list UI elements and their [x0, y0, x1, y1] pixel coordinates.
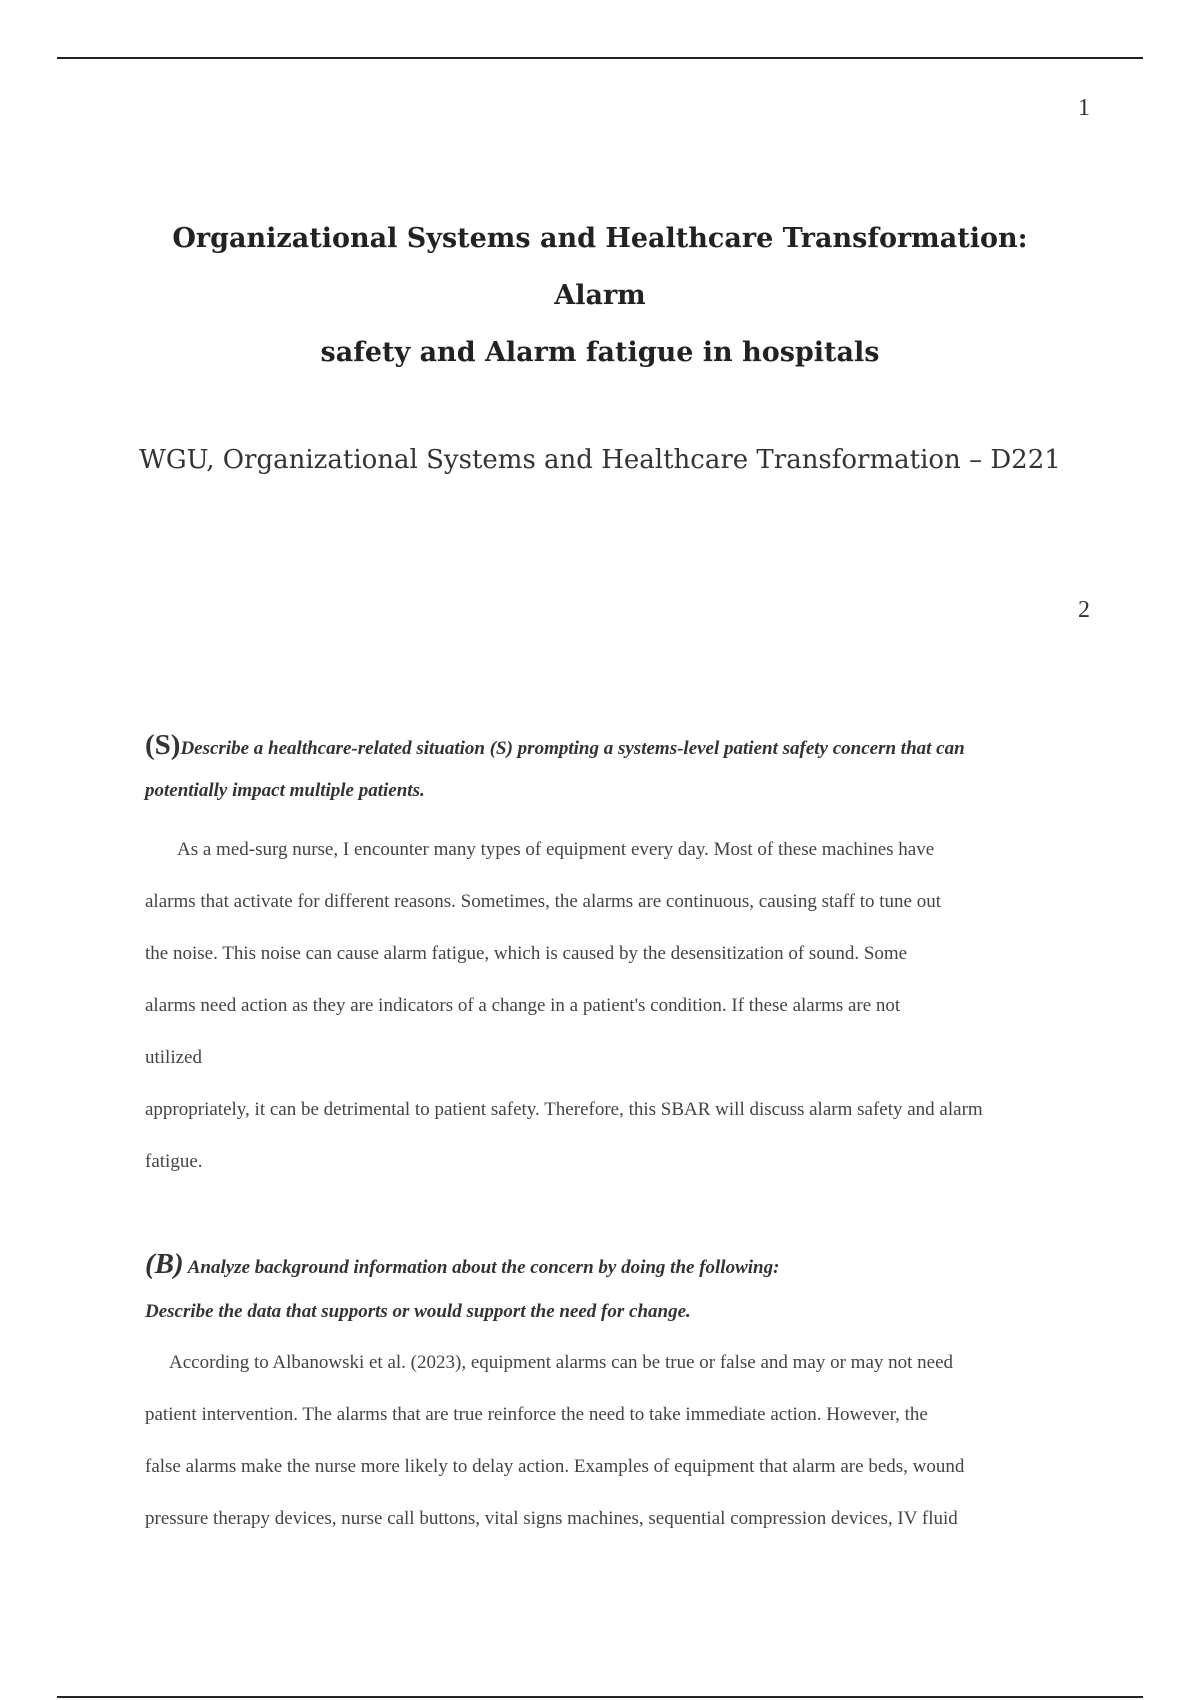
section-marker: (S) — [145, 729, 181, 761]
heading-text: Analyze background information about the concern by doing the following: — [187, 1257, 780, 1278]
paragraph-line: alarms that activate for different reasons. Sometimes, the alarms are continuous, causing staff to tune out — [145, 891, 942, 912]
paragraph-line: According to Albanowski et al. (2023), equipment alarms can be true or false and may or may not need — [169, 1352, 954, 1373]
background-section — [145, 1248, 1100, 1545]
paragraph-line: pressure therapy devices, nurse call buttons, vital signs machines, sequential compression devices, IV fluid — [145, 1508, 958, 1529]
paragraph-line: patient intervention. The alarms that are true reinforce the need to take immediate action. However, the — [145, 1404, 928, 1425]
heading-text: Describe a healthcare-related situation (S) prompting a systems-level patient safety concern that can — [180, 738, 965, 759]
paragraph-line: As a med-surg nurse, I encounter many types of equipment every day. Most of these machines have — [177, 839, 935, 860]
section-subheading: Describe the data that supports or would support the need for change. — [145, 1301, 691, 1322]
page-number: 2 — [1078, 597, 1090, 623]
paragraph-line: appropriately, it can be detrimental to patient safety. Therefore, this SBAR will discuss alarm safety and alarm — [145, 1099, 983, 1120]
course-name: WGU, Organizational Systems and Healthcare Transformation – D221 — [139, 445, 1061, 475]
paragraph-line: false alarms make the nurse more likely to delay action. Examples of equipment that alarm are beds, wound — [145, 1456, 965, 1477]
section-heading — [145, 1248, 1100, 1281]
paragraph — [145, 824, 1100, 1188]
paragraph-line: alarms need action as they are indicators of a change in a patient's condition. If these alarms are not — [145, 995, 901, 1016]
paragraph-line: the noise. This noise can cause alarm fatigue, which is caused by the desensitization of sound. Some — [145, 943, 908, 964]
heading-text: potentially impact multiple patients. — [145, 780, 425, 801]
section-heading — [145, 728, 1100, 808]
paragraph-line: fatigue. — [145, 1151, 203, 1172]
paragraph-line: utilized — [145, 1047, 202, 1068]
bottom-rule — [57, 1696, 1143, 1698]
document-title — [145, 210, 1055, 381]
page-number: 1 — [1078, 95, 1090, 121]
situation-section — [145, 728, 1100, 1188]
title-line: Organizational Systems and Healthcare Transformation: Alarm — [172, 223, 1028, 311]
paragraph — [145, 1337, 1100, 1545]
section-marker: (B) — [145, 1248, 184, 1280]
title-line: safety and Alarm fatigue in hospitals — [320, 337, 880, 368]
top-rule — [57, 57, 1143, 59]
